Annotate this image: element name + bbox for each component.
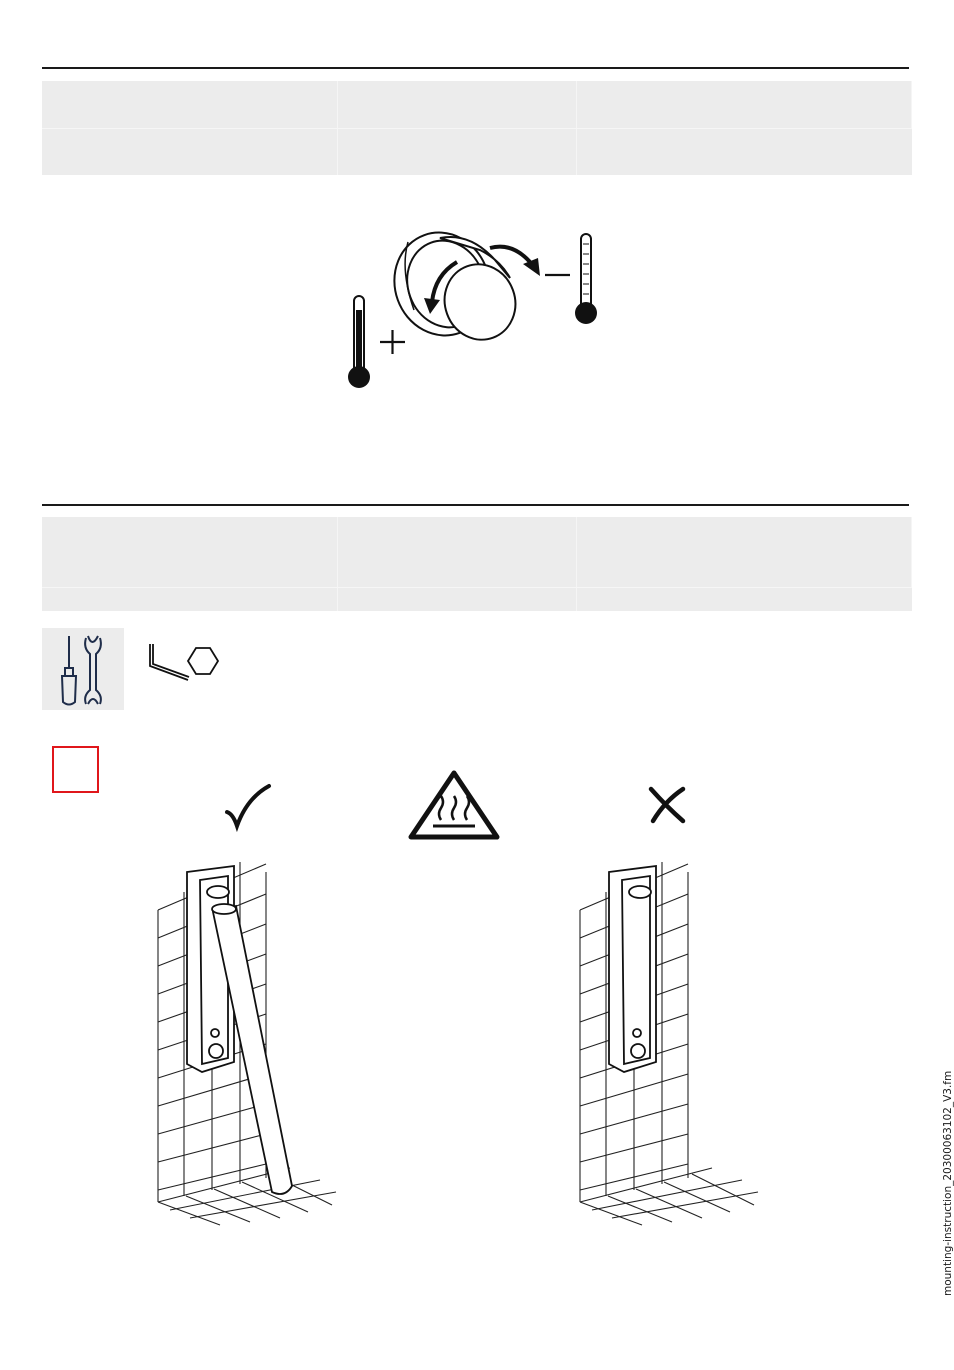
section-rule-middle [42,504,909,506]
band-cell [338,517,577,587]
thermometer-icon [575,234,597,324]
band-cell [42,517,338,587]
band-cell [338,81,577,128]
allen-key-icon [150,644,189,680]
band-cell [42,128,338,175]
band-cell [42,587,338,611]
band-cell [577,128,912,175]
temperature-knob-figure [330,220,620,400]
hex-nut-icon [188,648,218,674]
section-rule-top [42,67,909,69]
correct-installation-figure [150,850,350,1230]
band-cell [577,517,912,587]
tools-figure [42,628,232,710]
band-cell [338,587,577,611]
warning-box [52,746,99,793]
wrench-icon [85,636,101,704]
rotary-knob-icon [380,219,526,350]
band-cell [577,81,912,128]
shower-panel [609,866,656,1072]
thermometer-icon [348,296,370,388]
plus-sign-icon [380,330,405,354]
band-cell [338,128,577,175]
checkmark-icon [225,784,273,832]
section-header-band-2 [42,517,912,611]
document-filename: mounting-instruction_20300063102_V3.fm [942,1070,954,1296]
incorrect-installation-figure [572,850,772,1230]
section-header-band-1 [42,81,912,175]
cross-icon [645,785,691,825]
screwdriver-icon [62,636,76,705]
band-cell [577,587,912,611]
hot-surface-warning-icon [408,770,500,840]
band-cell [42,81,338,128]
